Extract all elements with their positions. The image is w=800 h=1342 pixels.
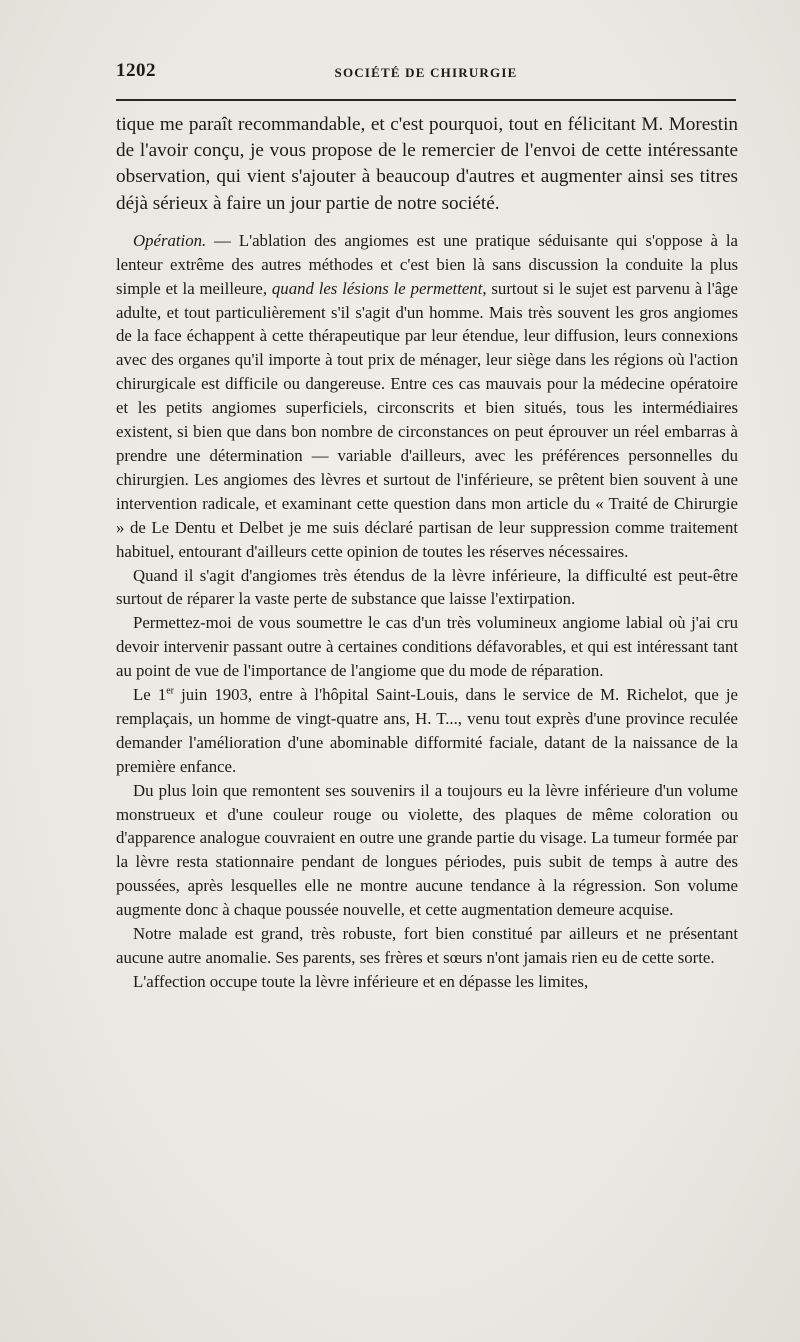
paragraph-history: Du plus loin que remontent ses souvenirs il a toujours eu la lèvre inférieure d'un volume monstrueux et d'une couleur rouge ou violette, des plaques de même coloration ou d'apparence analogue couvraient en outre une grande partie du visage. La tumeur formée par la lèvre resta stationnaire pendant de longues périodes, puis subit de temps à autre des poussées, après lesquelles elle ne montre aucune tendance à la régression. Son volume augmente donc à chaque poussée nouvelle, et cette augmentation demeure acquise.: [116, 780, 738, 920]
paragraph-admission-text-b: juin 1903, entre à l'hôpital Saint-Louis, dans le service de M. Richelot, que je remplaçais, un homme de vingt-quatre ans, H. T..., venu tout exprès d'une province reculée demander l'amélioration d'une abominable difformité faciale, datant de la naissance de la première enfance.: [116, 685, 738, 776]
page-header: [116, 60, 736, 86]
section-label-operation: Opération.: [133, 230, 207, 250]
paragraph-admission: [116, 683, 738, 779]
body-text: [116, 112, 738, 994]
paragraph-operation-italic: quand les lésions le permettent: [271, 278, 483, 298]
header-rule: [116, 99, 736, 101]
running-head: SOCIÉTÉ DE CHIRURGIE: [334, 65, 518, 80]
paragraph-operation-text-a: — L'ablation des angiomes est une pratique séduisante qui s'oppose à la lenteur extrême des autres méthodes et c'est bien là sans discussion la conduite la plus simple et la meilleure,: [116, 230, 738, 298]
page-number: 1202: [116, 60, 156, 81]
paragraph-gap: [116, 217, 738, 229]
paragraph-continuation: tique me paraît recommandable, et c'est pourquoi, tout en félicitant M. Morestin de l'avoir conçu, je vous propose de le remercier de l'envoi de cette intéressante observation, qui vient s'ajouter à beaucoup d'autres et augmenter ainsi ses titres déjà sérieux à faire un jour partie de notre société.: [116, 114, 738, 214]
ordinal-superscript: er: [166, 685, 174, 697]
paragraph-affection: L'affection occupe toute la lèvre inférieure et en dépasse les limites,: [133, 971, 589, 991]
paragraph-difficulty: Quand il s'agit d'angiomes très étendus de la lèvre inférieure, la difficulté est peut-être surtout de réparer la vaste perte de substance que laisse l'extirpation.: [116, 565, 738, 609]
paragraph-operation: [116, 229, 738, 564]
paragraph-admission-text-a: Le 1: [133, 685, 167, 705]
paragraph-patient: Notre malade est grand, très robuste, fort bien constitué par ailleurs et ne présentant aucune autre anomalie. Ses parents, ses frères et sœurs n'ont jamais rien eu de cette sorte.: [116, 924, 738, 967]
paragraph-case-intro: Permettez-moi de vous soumettre le cas d'un très volumineux angiome labial où j'ai cru devoir intervenir passant outre à certaines conditions défavorables, et qui est intéressant tant au point de vue de l'importance de l'angiome que du mode de réparation.: [116, 613, 738, 681]
paragraph-operation-text-b: , surtout si le sujet est parvenu à l'âge adulte, et tout particulièrement s'il s'agit d'un homme. Mais très souvent les gros angiomes de la face échappent à cette thérapeutique par leur étendue, leur diffusion, leurs connexions avec des organes qu'il importe à tout prix de ménager, leur siège dans les régions où l'action chirurgicale est difficile ou dangereuse. Entre ces cas mauvais pour la médecine opératoire et les petits angiomes superficiels, circonscrits et bien situés, tous les intermédiaires existent, si bien que dans bon nombre de circonstances on peut éprouver un réel embarras à prendre une détermination — variable d'ailleurs, avec les préférences personnelles du chirurgien. Les angiomes des lèvres et surtout de l'inférieure, se prêtent bien souvent à une intervention radicale, et examinant cette question dans mon article du « Traité de Chirurgie » de Le Dentu et Delbet je me suis déclaré partisan de leur suppression comme traitement habituel, entourant d'ailleurs cette opinion de toutes les réserves nécessaires.: [116, 278, 739, 561]
